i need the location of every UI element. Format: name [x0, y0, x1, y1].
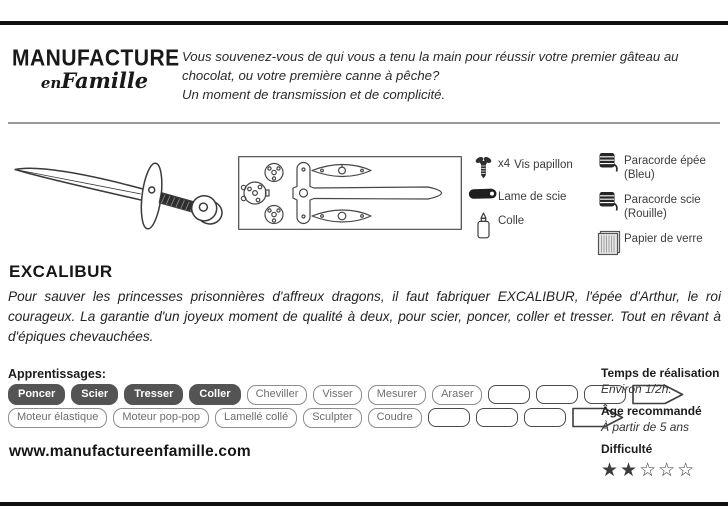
skill-tag: Poncer: [8, 384, 65, 405]
skill-tag: Scier: [71, 384, 118, 405]
kit-list-left: [468, 156, 590, 247]
skill-tag-empty: [428, 408, 470, 427]
age-value: À partir de 5 ans: [601, 419, 690, 434]
top-rule: [0, 21, 728, 25]
skill-tag-empty: [488, 385, 530, 404]
skill-tag: Coudre: [368, 408, 422, 428]
intro-paragraph-1: Vous souvenez-vous de qui vous a tenu la main pour réussir votre premier gâteau au chocolat, ou votre première canne à pêche?: [182, 49, 679, 84]
product-description: Pour sauver les princesses prisonnières d'affreux dragons, il faut fabriquer EXCALIBUR, l'épée d'Arthur, le roi courageux. La garantie d'un joyeux moment de qualité à deux, pour scier, poncer, coller et tresser. Tout en rêvant à d'épiques chevauchées.: [8, 289, 721, 345]
difficulty-rating: ★★☆☆☆: [601, 459, 697, 481]
kit-item-label: Vis papillon: [514, 159, 573, 171]
kit-list-right: [594, 152, 728, 264]
intro-paragraph-2: Un moment de transmission et de complicité.: [182, 87, 446, 103]
kit-item: [468, 156, 590, 180]
skill-tag-empty: [536, 385, 578, 404]
brand-logo-script: enFamille: [40, 68, 149, 93]
kit-item: [594, 230, 728, 256]
kit-item: [468, 188, 590, 204]
skill-tag: Araser: [432, 385, 482, 405]
brand-logo-wordmark: MANUFACTURE: [12, 46, 180, 71]
age-label: Âge recommandé: [601, 404, 702, 419]
kit-parts-diagram: [238, 156, 462, 235]
assembled-sword-illustration: [8, 148, 234, 261]
kit-item-label: Paracorde épée (Bleu): [624, 155, 706, 182]
skill-tag: Moteur élastique: [8, 408, 107, 428]
time-label: Temps de réalisation: [601, 366, 720, 380]
product-title: EXCALIBUR: [9, 262, 113, 281]
kit-item: [594, 152, 728, 183]
skill-tag: Sculpter: [303, 408, 361, 428]
kit-item: [468, 212, 590, 239]
sandpaper-icon: [594, 230, 624, 256]
bottom-rule: [0, 502, 728, 506]
skill-tag: Lamellé collé: [215, 408, 297, 428]
kit-item-label: Papier de verre: [624, 232, 703, 245]
intro-text: [182, 47, 724, 104]
brand-logo: [12, 46, 180, 93]
kit-item-label: Colle: [498, 215, 525, 228]
skill-tag: Cheviller: [247, 385, 308, 405]
kit-item: [594, 191, 728, 222]
cord-spool-icon: [594, 191, 624, 212]
website-url: www.manufactureenfamille.com: [9, 443, 251, 460]
kit-item-label: Paracorde scie (Rouille): [624, 193, 701, 221]
saw-blade-icon: [468, 188, 498, 200]
kit-item-qty: x4: [498, 158, 511, 170]
time-value: Environ 1/2h.: [601, 381, 672, 396]
skills-row-1: [8, 384, 684, 405]
difficulty-label: Difficulté: [601, 442, 653, 457]
header-divider: [8, 122, 720, 124]
skill-tag-empty: [524, 408, 566, 427]
skills-heading: Apprentissages:: [8, 367, 106, 381]
skill-tag: Coller: [189, 384, 240, 405]
skill-tag-empty: [476, 408, 518, 427]
skill-tag: Moteur pop-pop: [113, 408, 209, 428]
glue-bottle-icon: [468, 212, 498, 239]
skills-row-2: [8, 407, 624, 428]
skill-tag: Mesurer: [368, 385, 426, 405]
wing-screw-icon: [468, 156, 498, 180]
meta-info-panel: [601, 366, 728, 480]
cord-spool-icon: [594, 152, 624, 173]
skill-tag: Tresser: [124, 384, 183, 405]
kit-item-label: Lame de scie: [498, 191, 567, 203]
skill-tag: Visser: [313, 385, 361, 405]
